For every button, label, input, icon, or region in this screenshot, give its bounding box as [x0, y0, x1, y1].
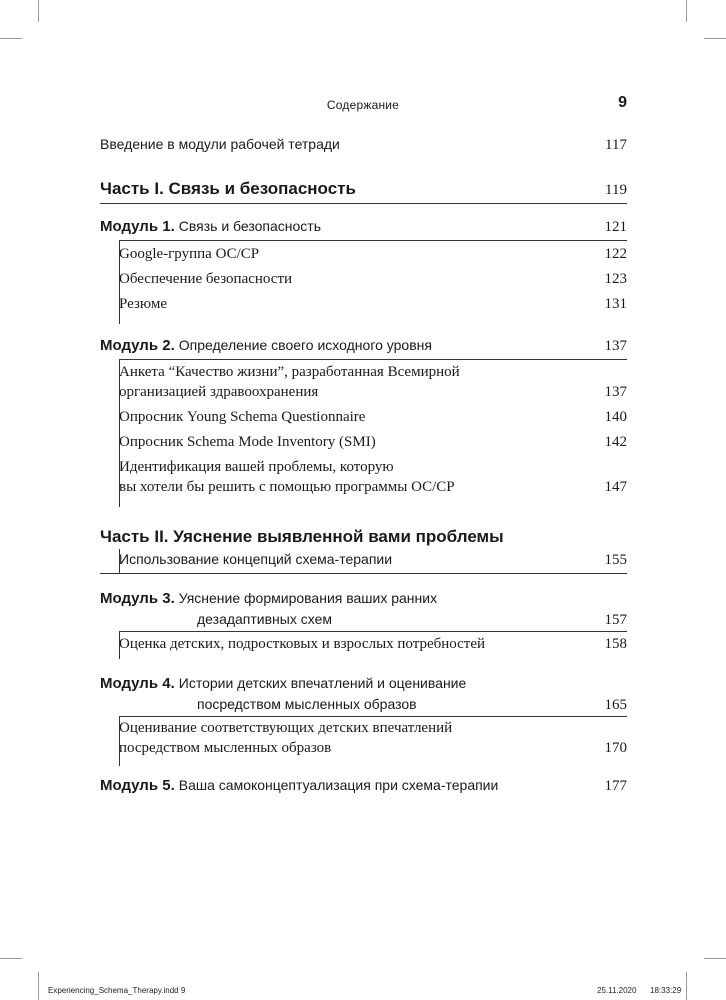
- toc-item-title: посредством мысленных образов: [119, 740, 332, 756]
- module-title: дезадаптивных схем: [197, 611, 332, 627]
- module-rule: [119, 359, 627, 360]
- module-page: 137: [604, 338, 627, 354]
- toc-item-page: 140: [604, 409, 627, 425]
- toc-module-4[interactable]: [100, 675, 627, 693]
- module-page: 177: [604, 778, 627, 794]
- toc-item[interactable]: [119, 479, 627, 496]
- crop-mark: [686, 972, 687, 1000]
- toc-item[interactable]: [119, 459, 627, 476]
- toc-entry-page: 117: [605, 137, 627, 153]
- toc-item-title: организацией здравоохранения: [119, 384, 319, 400]
- module-label: Модуль 5.: [100, 777, 175, 794]
- part-rule: [100, 203, 627, 204]
- toc-entry-intro[interactable]: [100, 136, 627, 154]
- module-page: 157: [604, 612, 627, 628]
- module-title: посредством мысленных образов: [197, 696, 417, 712]
- toc-item-title: Google-группа ОС/СР: [119, 246, 260, 262]
- module-label: Модуль 1.: [100, 218, 175, 235]
- crop-mark: [704, 958, 726, 959]
- toc-part-2[interactable]: [100, 527, 627, 547]
- toc-item-page: 122: [604, 246, 627, 262]
- toc-module-2[interactable]: [100, 337, 627, 355]
- module-rule: [119, 631, 627, 632]
- toc-item[interactable]: [119, 434, 627, 451]
- part-subtitle: Использование концепций схема-терапии: [119, 551, 393, 567]
- toc-item-page: 131: [604, 296, 627, 312]
- page-number: 9: [618, 94, 627, 111]
- toc-item-title: Опросник Schema Mode Inventory (SMI): [119, 434, 376, 450]
- toc-part-2-subtitle[interactable]: [119, 551, 627, 569]
- toc-part-1[interactable]: [100, 179, 627, 199]
- toc-item[interactable]: [119, 636, 627, 653]
- toc-item-title: Анкета “Качество жизни”, разработанная Всемирной: [119, 364, 460, 380]
- toc-item[interactable]: [119, 409, 627, 426]
- slug-file: Experiencing_Schema_Therapy.indd 9: [48, 986, 186, 995]
- toc-module-3[interactable]: [100, 590, 627, 608]
- slug-time: 18:33:29: [650, 986, 682, 995]
- module-title: Уяснение формирования ваших ранних: [178, 590, 438, 606]
- module-label: Модуль 3.: [100, 590, 175, 607]
- part-title: Часть II. Уяснение выявленной вами проблемы: [100, 527, 504, 546]
- module-rule: [119, 716, 627, 717]
- module-label: Модуль 2.: [100, 337, 175, 354]
- toc-item-title: Оценка детских, подростковых и взрослых потребностей: [119, 636, 486, 652]
- part-title: Часть I. Связь и безопасность: [100, 179, 356, 198]
- running-header: Содержание: [326, 98, 400, 112]
- toc-item[interactable]: [119, 720, 627, 737]
- toc-item-title: Оценивание соответствующих детских впечатлений: [119, 720, 453, 736]
- module-page: 165: [604, 697, 627, 713]
- module-rule: [119, 240, 627, 241]
- module-page: 121: [604, 219, 627, 235]
- toc-module-4-cont[interactable]: [197, 696, 627, 714]
- toc-item[interactable]: [119, 246, 627, 263]
- module-title: Ваша самоконцептуализация при схема-терапии: [178, 777, 499, 793]
- toc-item-page: 137: [604, 384, 627, 400]
- part-page: 155: [604, 552, 627, 568]
- toc-item[interactable]: [119, 384, 627, 401]
- toc-module-5[interactable]: [100, 777, 627, 795]
- toc-item-title: вы хотели бы решить с помощью программы ОС/СР: [119, 479, 455, 495]
- part-rule: [100, 573, 627, 574]
- toc-item[interactable]: [119, 296, 627, 313]
- crop-mark: [0, 38, 22, 39]
- toc-module-3-cont[interactable]: [197, 611, 627, 629]
- module-title: Истории детских впечатлений и оценивание: [178, 675, 467, 691]
- toc-item[interactable]: [119, 271, 627, 288]
- crop-mark: [38, 0, 39, 22]
- toc-item-page: 147: [604, 479, 627, 495]
- crop-mark: [0, 958, 22, 959]
- toc-item-title: Идентификация вашей проблемы, которую: [119, 459, 394, 475]
- toc-entry-title: Введение в модули рабочей тетради: [100, 136, 340, 152]
- toc-item-title: Опросник Young Schema Questionnaire: [119, 409, 366, 425]
- crop-mark: [38, 972, 39, 1000]
- toc-item[interactable]: [119, 364, 627, 381]
- crop-mark: [704, 38, 726, 39]
- toc-item-page: 142: [604, 434, 627, 450]
- crop-mark: [686, 0, 687, 22]
- toc-item-title: Обеспечение безопасности: [119, 271, 293, 287]
- toc-item-title: Резюме: [119, 296, 168, 312]
- toc-module-1[interactable]: [100, 218, 627, 236]
- toc-item-page: 158: [604, 636, 627, 652]
- module-title: Определение своего исходного уровня: [178, 337, 432, 353]
- toc-item-page: 170: [604, 740, 627, 756]
- part-page: 119: [605, 182, 627, 198]
- slug-date: 25.11.2020: [597, 986, 637, 995]
- module-label: Модуль 4.: [100, 675, 175, 692]
- toc-item-page: 123: [604, 271, 627, 287]
- toc-item[interactable]: [119, 740, 627, 757]
- module-title: Связь и безопасность: [178, 218, 322, 234]
